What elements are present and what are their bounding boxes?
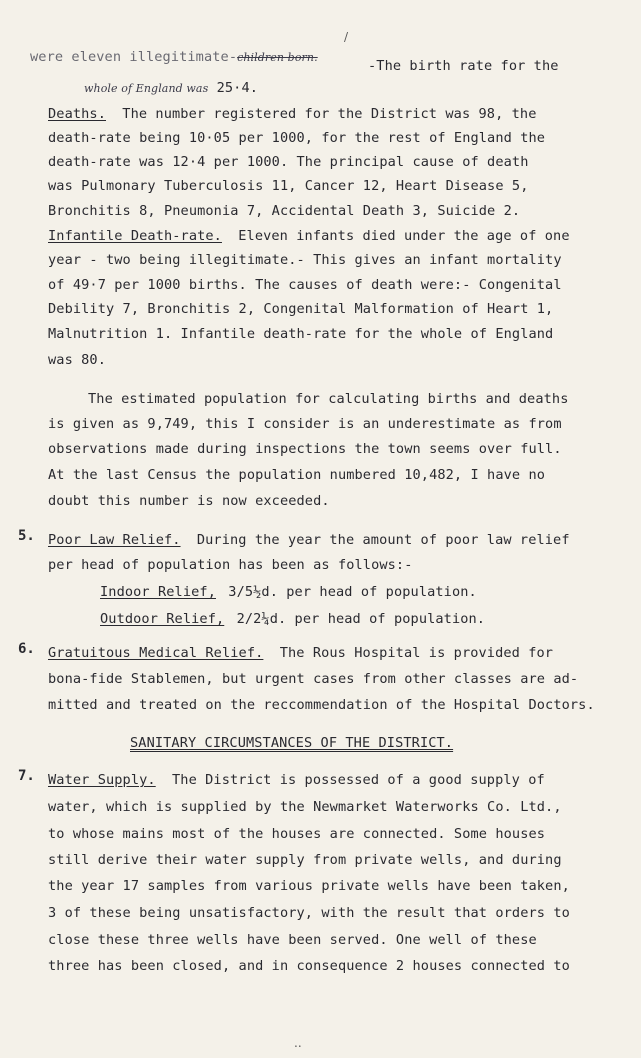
text-line: death-rate was 12·4 per 1000. The principal cause of death bbox=[48, 154, 529, 170]
text-line: Infantile Death-rate. Eleven infants died under the age of one bbox=[48, 228, 570, 244]
section-heading-deaths: Deaths. bbox=[48, 106, 106, 122]
text-line: The estimated population for calculating births and deaths bbox=[88, 391, 569, 407]
text-line: Outdoor Relief, 2/2¼d. per head of population. bbox=[100, 611, 486, 627]
text-line: Poor Law Relief. During the year the amount of poor law relief bbox=[48, 532, 570, 548]
text-line: is given as 9,749, this I consider is an underestimate as from bbox=[48, 416, 562, 432]
text-line: water, which is supplied by the Newmarket Waterworks Co. Ltd., bbox=[48, 799, 562, 815]
text-line: Malnutrition 1. Infantile death-rate for the whole of England bbox=[48, 326, 554, 342]
section-number-7: 7. bbox=[18, 768, 35, 784]
text-line: was 80. bbox=[48, 352, 106, 368]
outdoor-relief-label: Outdoor Relief, bbox=[100, 611, 225, 627]
section-heading-infantile: Infantile Death-rate. bbox=[48, 228, 222, 244]
text-line: bona-fide Stablemen, but urgent cases from other classes are ad- bbox=[48, 671, 579, 687]
text-line: to whose mains most of the houses are connected. Some houses bbox=[48, 826, 546, 842]
text-line: year - two being illegitimate.- This gives an infant mortality bbox=[48, 252, 562, 268]
text-line: -The birth rate for the bbox=[368, 58, 559, 74]
section-heading-poor-law: Poor Law Relief. bbox=[48, 532, 181, 548]
text-line: per head of population has been as follows:- bbox=[48, 557, 413, 573]
text-line: At the last Census the population numbered 10,482, I have no bbox=[48, 467, 546, 483]
text-line: Gratuitous Medical Relief. The Rous Hospital is provided for bbox=[48, 645, 554, 661]
text-line: observations made during inspections the town seems over full. bbox=[48, 441, 562, 457]
section-heading-water-supply: Water Supply. bbox=[48, 772, 156, 788]
text-line: close these three wells have been served. One well of these bbox=[48, 932, 537, 948]
page-mark: .. bbox=[294, 1036, 302, 1050]
text-line: mitted and treated on the reccommendation of the Hospital Doctors. bbox=[48, 697, 595, 713]
sanitary-circumstances-heading: SANITARY CIRCUMSTANCES OF THE DISTRICT. bbox=[130, 735, 454, 751]
text-line: the year 17 samples from various private wells have been taken, bbox=[48, 878, 570, 894]
text-line: 3 of these being unsatisfactory, with the result that orders to bbox=[48, 905, 570, 921]
text-line: Debility 7, Bronchitis 2, Congenital Malformation of Heart 1, bbox=[48, 301, 554, 317]
text-line: were eleven illegitimate-children born. bbox=[30, 49, 318, 65]
section-number-6: 6. bbox=[18, 641, 35, 657]
text-line: Water Supply. The District is possessed of a good supply of bbox=[48, 772, 545, 788]
text-line: of 49·7 per 1000 births. The causes of death were:- Congenital bbox=[48, 277, 562, 293]
section-number-5: 5. bbox=[18, 528, 35, 544]
text-line: doubt this number is now exceeded. bbox=[48, 493, 330, 509]
text-line: Indoor Relief, 3/5½d. per head of population. bbox=[100, 584, 477, 600]
text-line: still derive their water supply from private wells, and during bbox=[48, 852, 562, 868]
text-line: death-rate being 10·05 per 1000, for the rest of England the bbox=[48, 130, 546, 146]
handwritten-correction: children born. bbox=[237, 51, 318, 64]
section-heading-medical-relief: Gratuitous Medical Relief. bbox=[48, 645, 264, 661]
page-mark: / bbox=[344, 30, 349, 44]
text-line: whole of England was 25·4. bbox=[84, 80, 259, 96]
handwritten-insert: whole of England was bbox=[84, 82, 209, 95]
text-line: Bronchitis 8, Pneumonia 7, Accidental Death 3, Suicide 2. bbox=[48, 203, 521, 219]
text-line: Deaths. The number registered for the District was 98, the bbox=[48, 106, 537, 122]
text-line: three has been closed, and in consequence 2 houses connected to bbox=[48, 958, 570, 974]
indoor-relief-label: Indoor Relief, bbox=[100, 584, 216, 600]
text-line: was Pulmonary Tuberculosis 11, Cancer 12, Heart Disease 5, bbox=[48, 178, 529, 194]
